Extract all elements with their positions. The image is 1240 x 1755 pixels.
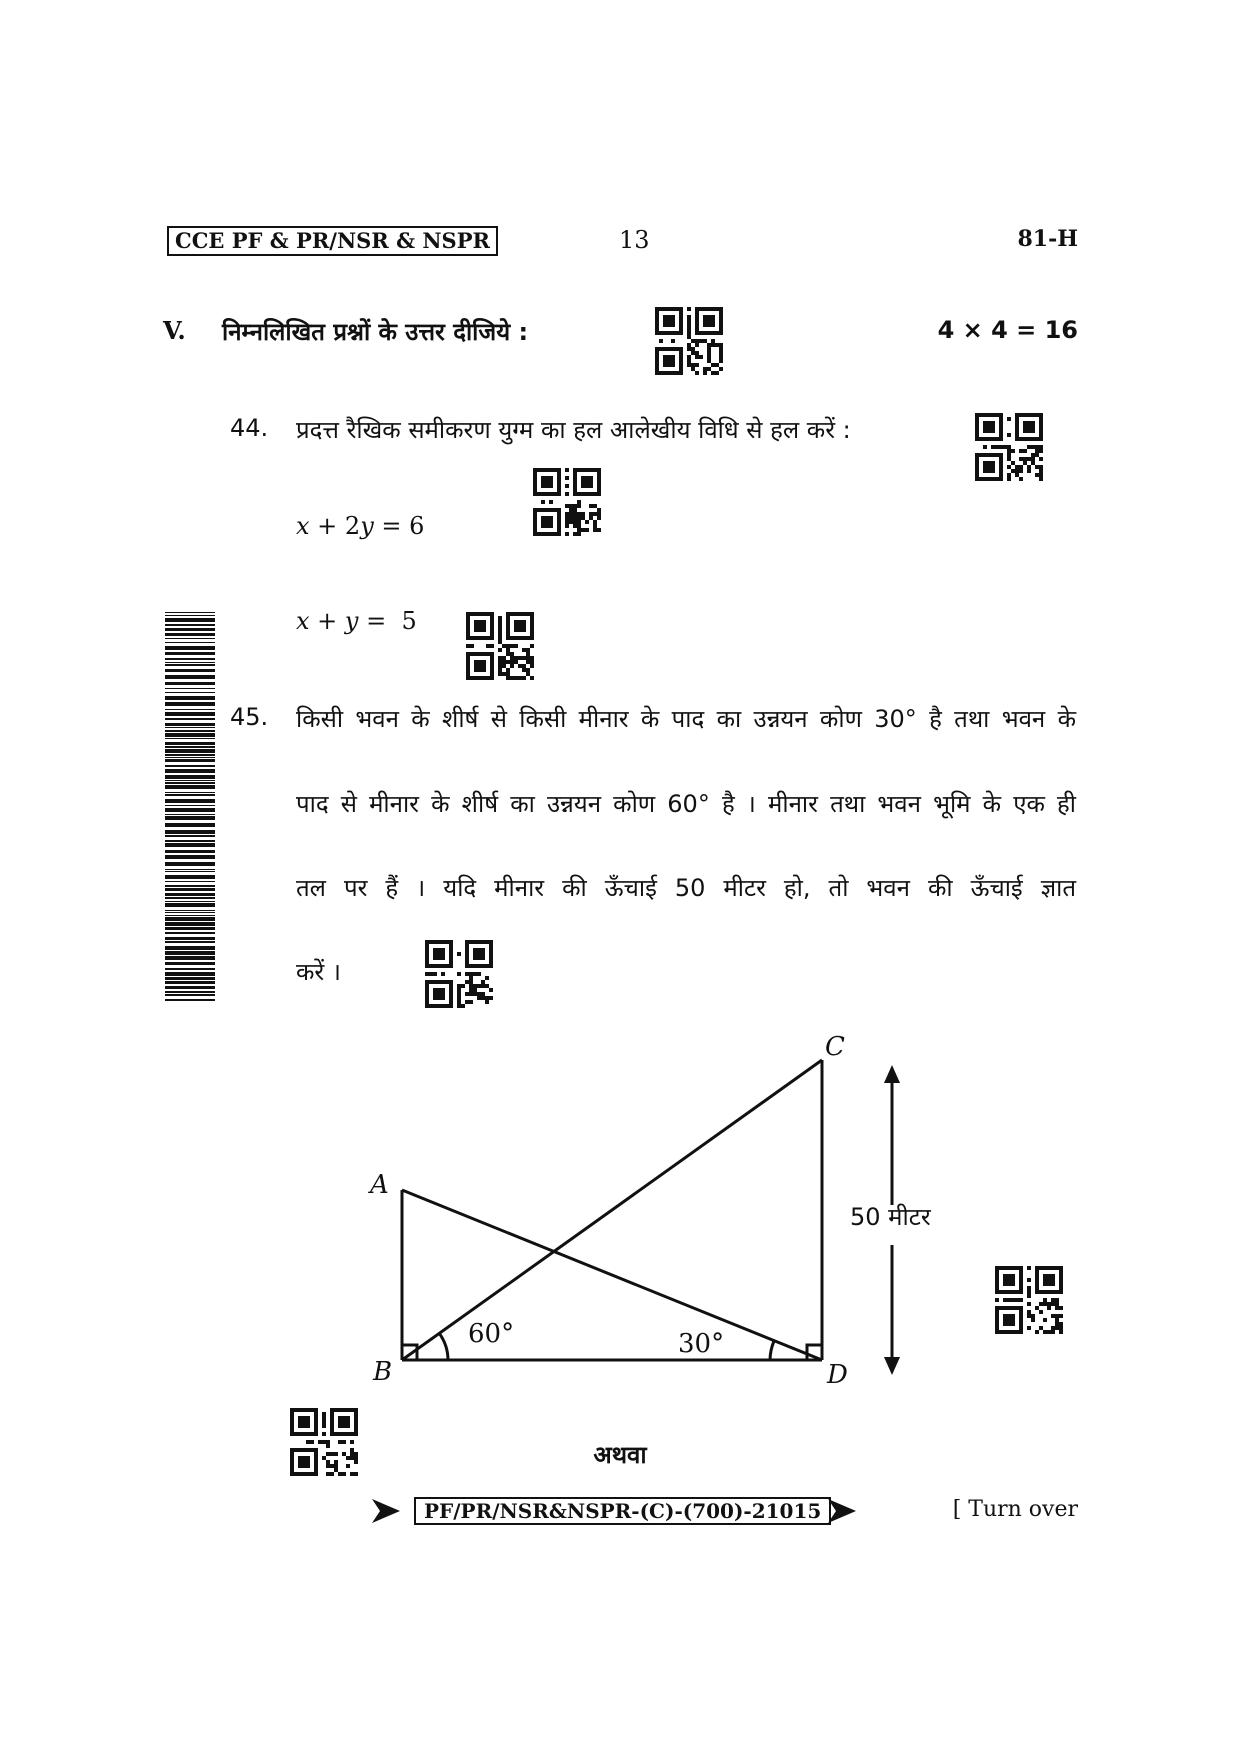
- arrow-right-icon: [370, 1497, 402, 1525]
- label-b: B: [373, 1357, 393, 1387]
- question-45-line-4: करें ।: [296, 958, 341, 986]
- dimension-arrow-down: [884, 1357, 900, 1375]
- footer-code-box: PF/PR/NSR&NSPR-(C)-(700)-21015: [414, 1497, 831, 1525]
- section-marks: 4 × 4 = 16: [937, 316, 1078, 344]
- question-45-line-1: किसी भवन के शीर्ष से किसी मीनार के पाद का उन्नयन कोण 30° है तथा भवन के: [296, 705, 1076, 733]
- qr-code-icon: [995, 1266, 1063, 1334]
- paper-code: 81-H: [1017, 226, 1078, 252]
- question-44-number: 44.: [230, 414, 269, 442]
- barcode-icon: [165, 612, 215, 1002]
- qr-code-icon: [975, 413, 1043, 481]
- dimension-arrow-up: [884, 1065, 900, 1083]
- angle-arc-d: [770, 1341, 774, 1360]
- qr-code-icon: [466, 612, 534, 680]
- angle-arc-b: [439, 1333, 448, 1360]
- question-44-text: प्रदत्त रैखिक समीकरण युग्म का हल आलेखीय विधि से हल करें :: [296, 416, 851, 444]
- section-number: V.: [163, 316, 186, 345]
- angle-label-b: 60°: [468, 1319, 515, 1349]
- label-d: D: [827, 1360, 848, 1390]
- line-ad: [402, 1190, 822, 1360]
- qr-code-icon: [655, 307, 723, 375]
- section-title: निम्नलिखित प्रश्नों के उत्तर दीजिये :: [222, 318, 529, 346]
- question-44-equation-1: x + 2y = 6: [296, 512, 425, 540]
- height-label: 50 मीटर: [850, 1203, 931, 1231]
- label-a: A: [370, 1170, 389, 1200]
- series-code-box: CCE PF & PR/NSR & NSPR: [167, 226, 498, 256]
- question-45-line-3: तल पर हैं । यदि मीनार की ऊँचाई 50 मीटर हो, तो भवन की ऊँचाई ज्ञात: [296, 874, 1076, 902]
- label-c: C: [825, 1035, 845, 1062]
- angle-label-d: 30°: [678, 1329, 725, 1359]
- question-45-line-2: पाद से मीनार के शीर्ष का उन्नयन कोण 60° है । मीनार तथा भवन भूमि के एक ही: [296, 790, 1076, 818]
- qr-code-icon: [533, 468, 601, 536]
- arrow-right-icon: [826, 1497, 858, 1525]
- question-45-number: 45.: [230, 703, 269, 731]
- question-44-equation-2: x + y = 5: [296, 607, 417, 635]
- qr-code-icon: [425, 940, 493, 1008]
- elevation-figure: [360, 1035, 980, 1395]
- or-divider: अथवा: [593, 1441, 647, 1469]
- line-bc: [402, 1060, 822, 1360]
- page-number: 13: [619, 226, 650, 254]
- turn-over-note: [ Turn over: [952, 1497, 1078, 1522]
